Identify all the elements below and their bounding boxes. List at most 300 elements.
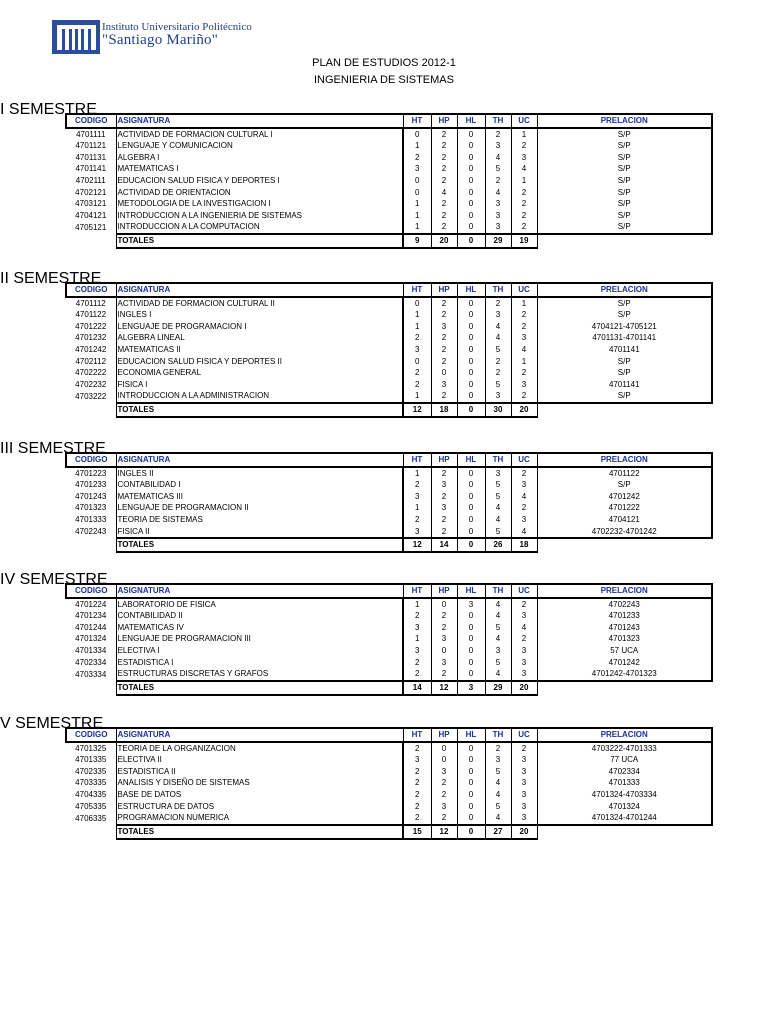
table-header-row — [66, 584, 712, 598]
cell-ht: 2 — [403, 812, 431, 825]
cell-uc: 3 — [511, 789, 537, 801]
cell-prelacion: 4701324 — [537, 801, 712, 813]
cell-hp: 2 — [431, 812, 457, 825]
cell-prelacion: 4701243 — [537, 622, 712, 634]
cell-uc: 2 — [511, 390, 537, 403]
table-row — [66, 309, 712, 321]
totals-row — [66, 403, 712, 417]
semester-table — [65, 727, 713, 840]
cell-prelacion: 4701242 — [537, 491, 712, 503]
cell-ht: 1 — [403, 390, 431, 403]
semester-label: V SEMESTRE — [0, 715, 104, 732]
cell-hl: 0 — [457, 221, 485, 234]
cell-hl: 0 — [457, 514, 485, 526]
cell-ht: 2 — [403, 766, 431, 778]
column-header-hl: HL — [457, 728, 485, 742]
cell-uc: 1 — [511, 356, 537, 368]
cell-hl: 0 — [457, 742, 485, 755]
total-hp: 12 — [431, 681, 457, 695]
table-row — [66, 514, 712, 526]
cell-hl: 0 — [457, 610, 485, 622]
column-header-th: TH — [485, 728, 511, 742]
cell-hp: 2 — [431, 344, 457, 356]
cell-prelacion: S/P — [537, 198, 712, 210]
cell-th: 5 — [485, 657, 511, 669]
cell-hp: 2 — [431, 668, 457, 681]
cell-codigo: 4706335 — [75, 813, 107, 823]
table-row — [66, 163, 712, 175]
totals-spacer — [66, 403, 116, 417]
cell-prelacion: S/P — [537, 479, 712, 491]
cell-ht: 1 — [403, 309, 431, 321]
cell-asignatura: ESTRUCTURA DE DATOS — [116, 801, 403, 813]
table-row — [66, 321, 712, 333]
cell-uc: 1 — [511, 297, 537, 310]
column-header-th: TH — [485, 584, 511, 598]
column-header-hp: HP — [431, 114, 457, 128]
cell-th: 5 — [485, 766, 511, 778]
cell-th: 3 — [485, 210, 511, 222]
cell-uc: 2 — [511, 321, 537, 333]
column-header-codigo: CODIGO — [66, 283, 116, 297]
cell-hp: 2 — [431, 491, 457, 503]
total-hp: 18 — [431, 403, 457, 417]
cell-th: 5 — [485, 491, 511, 503]
cell-th: 5 — [485, 526, 511, 539]
cell-prelacion: S/P — [537, 140, 712, 152]
cell-codigo: 4702232 — [75, 379, 107, 389]
cell-prelacion: 4701324-4703334 — [537, 789, 712, 801]
cell-hp: 2 — [431, 777, 457, 789]
column-header-hl: HL — [457, 283, 485, 297]
cell-ht: 2 — [403, 332, 431, 344]
column-header-uc: UC — [511, 453, 537, 467]
cell-hl: 0 — [457, 467, 485, 480]
cell-asignatura: ALGEBRA I — [116, 152, 403, 164]
cell-th: 4 — [485, 514, 511, 526]
total-hl: 0 — [457, 825, 485, 839]
cell-hl: 0 — [457, 128, 485, 141]
totals-blank — [537, 825, 712, 839]
total-uc: 19 — [511, 234, 537, 248]
table-row — [66, 657, 712, 669]
column-header-hl: HL — [457, 453, 485, 467]
cell-prelacion: 4704121-4705121 — [537, 321, 712, 333]
cell-prelacion: 4701242 — [537, 657, 712, 669]
column-header-th: TH — [485, 453, 511, 467]
column-header-codigo: CODIGO — [66, 114, 116, 128]
table-row — [66, 633, 712, 645]
total-ht: 12 — [403, 538, 431, 552]
cell-hl: 0 — [457, 812, 485, 825]
cell-hl: 0 — [457, 210, 485, 222]
cell-ht: 2 — [403, 801, 431, 813]
semester-label: II SEMESTRE — [0, 270, 102, 287]
table-row — [66, 789, 712, 801]
total-hp: 20 — [431, 234, 457, 248]
cell-ht: 2 — [403, 479, 431, 491]
totals-blank — [537, 538, 712, 552]
cell-asignatura: MATEMATICAS I — [116, 163, 403, 175]
cell-hp: 2 — [431, 309, 457, 321]
column-header-ht: HT — [403, 584, 431, 598]
cell-uc: 3 — [511, 645, 537, 657]
column-header-codigo: CODIGO — [66, 453, 116, 467]
total-ht: 12 — [403, 403, 431, 417]
column-header-prelacion: PRELACION — [537, 283, 712, 297]
cell-codigo: 4703222 — [75, 391, 107, 401]
cell-codigo: 4701111 — [76, 129, 106, 139]
cell-th: 2 — [485, 297, 511, 310]
cell-hl: 0 — [457, 766, 485, 778]
cell-prelacion: 4701242-4701323 — [537, 668, 712, 681]
cell-th: 4 — [485, 777, 511, 789]
cell-th: 4 — [485, 633, 511, 645]
cell-asignatura: EDUCACION SALUD FISICA Y DEPORTES I — [116, 175, 403, 187]
cell-codigo: 4701141 — [75, 164, 107, 174]
cell-ht: 2 — [403, 657, 431, 669]
table-row — [66, 379, 712, 391]
cell-asignatura: TEORIA DE SISTEMAS — [116, 514, 403, 526]
table-row — [66, 526, 712, 539]
table-row — [66, 777, 712, 789]
column-header-uc: UC — [511, 584, 537, 598]
cell-codigo: 4701224 — [75, 599, 107, 609]
cell-uc: 3 — [511, 152, 537, 164]
cell-th: 3 — [485, 390, 511, 403]
column-header-hp: HP — [431, 728, 457, 742]
total-uc: 20 — [511, 403, 537, 417]
cell-prelacion: 4701333 — [537, 777, 712, 789]
cell-ht: 3 — [403, 526, 431, 539]
totals-row — [66, 234, 712, 248]
cell-th: 2 — [485, 367, 511, 379]
column-header-hp: HP — [431, 584, 457, 598]
cell-ht: 2 — [403, 152, 431, 164]
cell-asignatura: LENGUAJE DE PROGRAMACION II — [116, 502, 403, 514]
table-row — [66, 344, 712, 356]
cell-th: 3 — [485, 140, 511, 152]
totals-label: TOTALES — [116, 234, 403, 248]
table-row — [66, 367, 712, 379]
cell-codigo: 4701223 — [75, 468, 107, 478]
cell-hl: 0 — [457, 479, 485, 491]
table-row — [66, 187, 712, 199]
semester-table — [65, 583, 713, 696]
total-hl: 0 — [457, 403, 485, 417]
cell-hl: 0 — [457, 187, 485, 199]
cell-hp: 2 — [431, 210, 457, 222]
cell-hl: 0 — [457, 356, 485, 368]
cell-hp: 4 — [431, 187, 457, 199]
cell-th: 3 — [485, 198, 511, 210]
cell-asignatura: ACTIVIDAD DE ORIENTACION — [116, 187, 403, 199]
cell-uc: 2 — [511, 502, 537, 514]
cell-ht: 3 — [403, 622, 431, 634]
cell-th: 5 — [485, 479, 511, 491]
cell-ht: 1 — [403, 321, 431, 333]
cell-th: 4 — [485, 789, 511, 801]
cell-hp: 2 — [431, 390, 457, 403]
cell-ht: 0 — [403, 128, 431, 141]
cell-codigo: 4702121 — [75, 187, 107, 197]
cell-prelacion: S/P — [537, 367, 712, 379]
cell-asignatura: METODOLOGIA DE LA INVESTIGACION I — [116, 198, 403, 210]
cell-th: 5 — [485, 163, 511, 175]
cell-th: 3 — [485, 754, 511, 766]
cell-th: 3 — [485, 467, 511, 480]
cell-codigo: 4703334 — [75, 669, 107, 679]
cell-prelacion: 4702232-4701242 — [537, 526, 712, 539]
table-row — [66, 467, 712, 480]
total-uc: 18 — [511, 538, 537, 552]
cell-ht: 0 — [403, 175, 431, 187]
cell-prelacion: 4701222 — [537, 502, 712, 514]
cell-hp: 3 — [431, 321, 457, 333]
cell-hl: 0 — [457, 526, 485, 539]
cell-prelacion: 4701141 — [537, 379, 712, 391]
cell-ht: 2 — [403, 379, 431, 391]
semester-table — [65, 113, 713, 249]
cell-hl: 0 — [457, 309, 485, 321]
cell-prelacion: 77 UCA — [537, 754, 712, 766]
cell-hp: 2 — [431, 514, 457, 526]
cell-hp: 0 — [431, 367, 457, 379]
cell-uc: 2 — [511, 367, 537, 379]
cell-prelacion: 4704121 — [537, 514, 712, 526]
table-row — [66, 297, 712, 310]
totals-blank — [537, 403, 712, 417]
cell-asignatura: INTRODUCCION A LA ADMINISTRACION — [116, 390, 403, 403]
cell-ht: 0 — [403, 297, 431, 310]
cell-prelacion: S/P — [537, 175, 712, 187]
table-header-row — [66, 453, 712, 467]
table-header-row — [66, 728, 712, 742]
cell-hp: 3 — [431, 379, 457, 391]
total-hp: 14 — [431, 538, 457, 552]
cell-codigo: 4701243 — [75, 491, 107, 501]
cell-hl: 0 — [457, 789, 485, 801]
cell-hl: 0 — [457, 379, 485, 391]
cell-th: 4 — [485, 502, 511, 514]
cell-ht: 1 — [403, 502, 431, 514]
total-th: 27 — [485, 825, 511, 839]
cell-hl: 0 — [457, 502, 485, 514]
cell-uc: 3 — [511, 766, 537, 778]
cell-hl: 0 — [457, 198, 485, 210]
cell-uc: 4 — [511, 622, 537, 634]
column-header-uc: UC — [511, 728, 537, 742]
column-header-prelacion: PRELACION — [537, 114, 712, 128]
cell-hp: 0 — [431, 645, 457, 657]
semester-label: I SEMESTRE — [0, 101, 97, 118]
total-ht: 9 — [403, 234, 431, 248]
cell-uc: 3 — [511, 479, 537, 491]
cell-prelacion: S/P — [537, 221, 712, 234]
column-header-ht: HT — [403, 114, 431, 128]
cell-uc: 3 — [511, 332, 537, 344]
column-header-codigo: CODIGO — [66, 728, 116, 742]
table-row — [66, 152, 712, 164]
column-header-asignatura: ASIGNATURA — [116, 584, 403, 598]
cell-codigo: 4701233 — [75, 480, 107, 490]
cell-hp: 0 — [431, 598, 457, 611]
cell-asignatura: ELECTIVA I — [116, 645, 403, 657]
cell-uc: 3 — [511, 610, 537, 622]
cell-uc: 2 — [511, 467, 537, 480]
cell-asignatura: ESTRUCTURAS DISCRETAS Y GRAFOS — [116, 668, 403, 681]
cell-asignatura: ALGEBRA LINEAL — [116, 332, 403, 344]
cell-hp: 2 — [431, 140, 457, 152]
cell-ht: 2 — [403, 668, 431, 681]
cell-hp: 2 — [431, 297, 457, 310]
cell-prelacion: 57 UCA — [537, 645, 712, 657]
cell-hl: 0 — [457, 332, 485, 344]
cell-prelacion: 4701233 — [537, 610, 712, 622]
total-th: 30 — [485, 403, 511, 417]
cell-th: 4 — [485, 812, 511, 825]
cell-uc: 4 — [511, 163, 537, 175]
cell-hp: 2 — [431, 610, 457, 622]
cell-uc: 2 — [511, 742, 537, 755]
cell-codigo: 4705121 — [75, 222, 107, 232]
cell-asignatura: ACTIVIDAD DE FORMACION CULTURAL II — [116, 297, 403, 310]
cell-hl: 0 — [457, 491, 485, 503]
cell-hl: 0 — [457, 622, 485, 634]
column-header-asignatura: ASIGNATURA — [116, 114, 403, 128]
cell-ht: 2 — [403, 610, 431, 622]
cell-ht: 1 — [403, 467, 431, 480]
cell-hp: 2 — [431, 128, 457, 141]
totals-label: TOTALES — [116, 403, 403, 417]
totals-blank — [537, 681, 712, 695]
cell-ht: 2 — [403, 789, 431, 801]
cell-codigo: 4702112 — [75, 356, 107, 366]
cell-uc: 3 — [511, 801, 537, 813]
cell-th: 2 — [485, 175, 511, 187]
totals-label: TOTALES — [116, 825, 403, 839]
cell-codigo: 4701232 — [75, 333, 107, 343]
cell-th: 4 — [485, 332, 511, 344]
cell-uc: 3 — [511, 379, 537, 391]
cell-codigo: 4702335 — [75, 766, 107, 776]
cell-ht: 2 — [403, 367, 431, 379]
table-row — [66, 502, 712, 514]
cell-asignatura: PROGRAMACION NUMERICA — [116, 812, 403, 825]
cell-codigo: 4703335 — [75, 778, 107, 788]
column-header-th: TH — [485, 283, 511, 297]
table-row — [66, 221, 712, 234]
cell-codigo: 4701333 — [75, 514, 107, 524]
cell-asignatura: ELECTIVA II — [116, 754, 403, 766]
cell-asignatura: MATEMATICAS III — [116, 491, 403, 503]
cell-hl: 0 — [457, 140, 485, 152]
cell-th: 4 — [485, 610, 511, 622]
table-row — [66, 754, 712, 766]
cell-uc: 2 — [511, 309, 537, 321]
table-row — [66, 622, 712, 634]
total-ht: 14 — [403, 681, 431, 695]
column-header-uc: UC — [511, 114, 537, 128]
cell-codigo: 4701112 — [75, 298, 106, 308]
cell-asignatura: MATEMATICAS II — [116, 344, 403, 356]
cell-codigo: 4704121 — [75, 210, 107, 220]
institute-name-line2: "Santiago Mariño" — [102, 32, 219, 48]
cell-hl: 3 — [457, 598, 485, 611]
cell-th: 4 — [485, 152, 511, 164]
cell-uc: 2 — [511, 210, 537, 222]
cell-hp: 2 — [431, 175, 457, 187]
cell-hl: 0 — [457, 754, 485, 766]
cell-th: 5 — [485, 344, 511, 356]
cell-hp: 2 — [431, 622, 457, 634]
table-row — [66, 210, 712, 222]
cell-hp: 3 — [431, 502, 457, 514]
column-header-hp: HP — [431, 283, 457, 297]
cell-th: 3 — [485, 309, 511, 321]
cell-codigo: 4701131 — [75, 152, 107, 162]
cell-codigo: 4702334 — [75, 657, 107, 667]
cell-th: 3 — [485, 221, 511, 234]
cell-hp: 3 — [431, 766, 457, 778]
institute-logo — [52, 20, 252, 56]
table-header-row — [66, 283, 712, 297]
cell-hl: 0 — [457, 175, 485, 187]
totals-blank — [537, 234, 712, 248]
table-row — [66, 812, 712, 825]
cell-th: 4 — [485, 321, 511, 333]
cell-codigo: 4702111 — [75, 175, 106, 185]
column-header-ht: HT — [403, 453, 431, 467]
cell-asignatura: CONTABILIDAD II — [116, 610, 403, 622]
cell-hl: 0 — [457, 633, 485, 645]
column-header-hl: HL — [457, 114, 485, 128]
table-row — [66, 610, 712, 622]
total-hl: 3 — [457, 681, 485, 695]
cell-prelacion: 4701323 — [537, 633, 712, 645]
cell-hl: 0 — [457, 801, 485, 813]
institute-name-line1: Instituto Universitario Politécnico — [102, 21, 252, 33]
cell-prelacion: S/P — [537, 210, 712, 222]
totals-spacer — [66, 234, 116, 248]
cell-prelacion: 4701324-4701244 — [537, 812, 712, 825]
cell-prelacion: 4701131-4701141 — [537, 332, 712, 344]
table-row — [66, 198, 712, 210]
total-uc: 20 — [511, 825, 537, 839]
totals-row — [66, 825, 712, 839]
cell-asignatura: INGLES I — [116, 309, 403, 321]
total-ht: 15 — [403, 825, 431, 839]
cell-prelacion: S/P — [537, 152, 712, 164]
column-header-ht: HT — [403, 283, 431, 297]
cell-codigo: 4701323 — [75, 503, 107, 513]
table-row — [66, 742, 712, 755]
cell-hp: 3 — [431, 479, 457, 491]
cell-hp: 2 — [431, 789, 457, 801]
cell-ht: 3 — [403, 344, 431, 356]
semester-label: III SEMESTRE — [0, 440, 106, 457]
cell-asignatura: CONTABILIDAD I — [116, 479, 403, 491]
page-title: PLAN DE ESTUDIOS 2012-1 — [312, 57, 456, 69]
cell-uc: 2 — [511, 633, 537, 645]
cell-hp: 2 — [431, 526, 457, 539]
cell-hp: 0 — [431, 754, 457, 766]
cell-prelacion: 4701122 — [537, 467, 712, 480]
cell-asignatura: INTRODUCCION A LA INGENIERIA DE SISTEMAS — [116, 210, 403, 222]
table-row — [66, 645, 712, 657]
cell-codigo: 4701325 — [75, 743, 107, 753]
cell-hp: 2 — [431, 163, 457, 175]
